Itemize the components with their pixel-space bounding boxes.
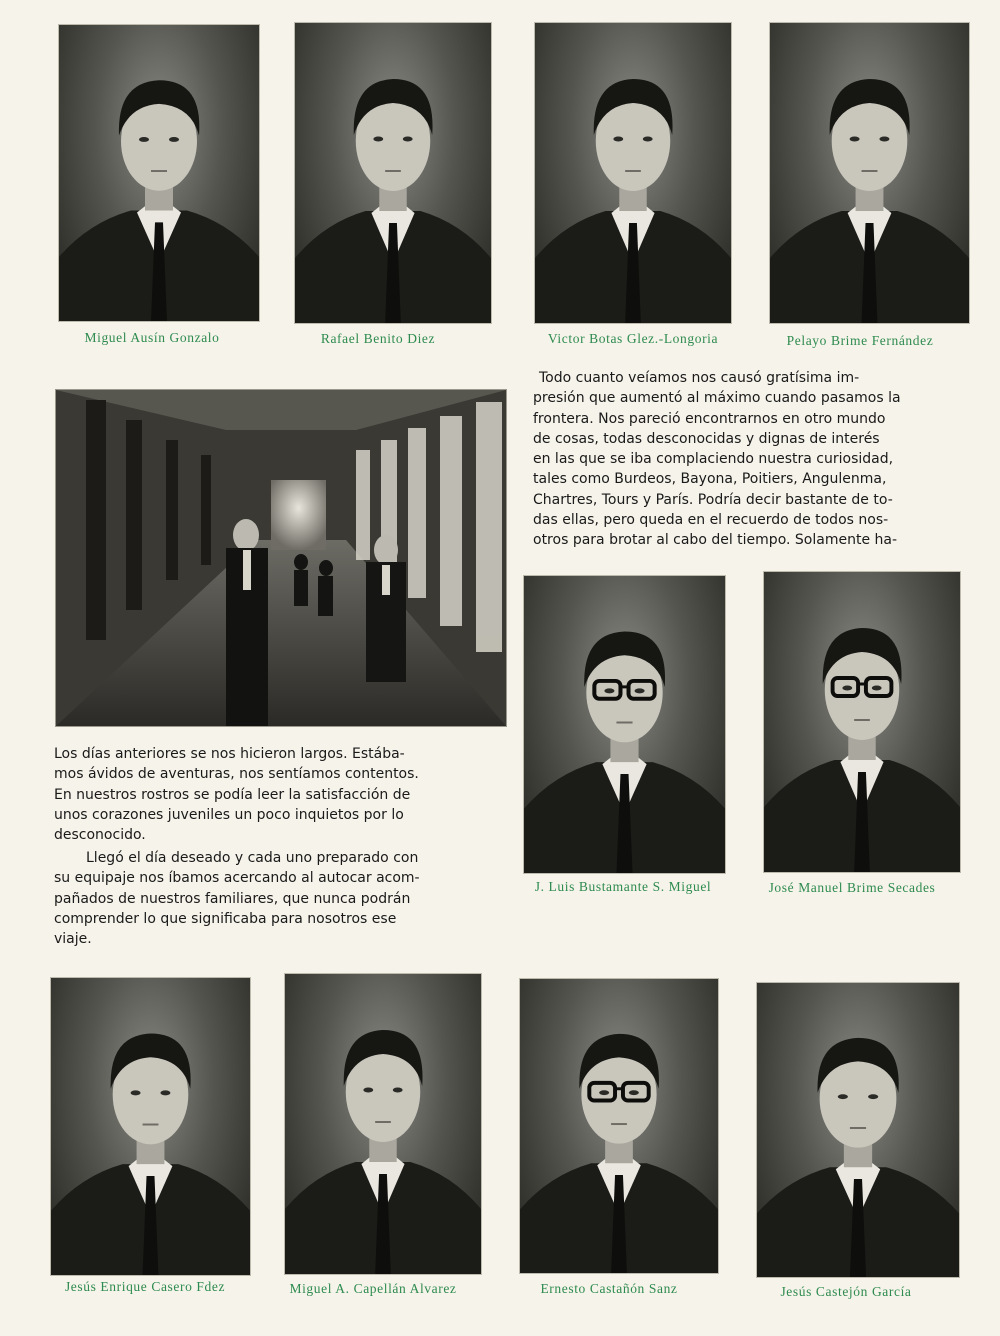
caption-p7: Jesús Enrique Casero Fdez: [64, 1279, 226, 1294]
caption-p9: Ernesto Castañón Sanz: [540, 1281, 678, 1296]
portrait-figure: [524, 576, 725, 873]
portrait-figure: [535, 23, 731, 323]
caption-p1: Miguel Ausín Gonzalo: [84, 330, 220, 345]
portrait-photo-p7: [50, 977, 251, 1276]
article-line: En nuestros rostros se podía leer la satisfacción de: [54, 786, 411, 803]
article-line: das ellas, pero queda en el recuerdo de todos nos-: [533, 512, 889, 529]
portrait-photo-p3: [534, 22, 732, 324]
article-line: Llegó el día deseado y cada uno preparado con: [86, 850, 419, 866]
article-line: unos corazones juveniles un poco inquietos por lo: [54, 806, 404, 823]
portrait-figure: [520, 979, 718, 1273]
article-line: su equipaje nos íbamos acercando al autocar acom-: [54, 870, 420, 887]
caption-p6: José Manuel Brime Secades: [768, 880, 936, 895]
portrait-figure: [770, 23, 969, 323]
portrait-figure: [285, 974, 481, 1274]
portrait-photo-p6: [763, 571, 961, 873]
caption-p8: Miguel A. Capellán Alvarez: [289, 1281, 457, 1296]
portrait-figure: [757, 983, 959, 1277]
hall-of-mirrors-group-photo: [55, 389, 507, 727]
article-line: presión que aumentó al máximo cuando pasamos la: [533, 390, 901, 407]
portrait-figure: [59, 25, 259, 321]
caption-p2: Rafael Benito Diez: [320, 331, 436, 346]
article-line: en las que se iba complaciendo nuestra curiosidad,: [533, 451, 894, 468]
caption-p4: Pelayo Brime Fernández: [786, 333, 934, 348]
article-line: pañados de nuestros familiares, que nunca podrán: [54, 890, 411, 907]
article-line: desconocido.: [54, 827, 146, 844]
article-line: Chartres, Tours y París. Podría decir bastante de to-: [533, 491, 893, 508]
article-paragraph-3: [54, 848, 485, 949]
portrait-photo-p1: [58, 24, 260, 322]
portrait-figure: [764, 572, 960, 872]
article-paragraph-2: [54, 744, 485, 845]
portrait-figure: [295, 23, 491, 323]
article-line: mos ávidos de aventuras, nos sentíamos contentos.: [54, 766, 419, 783]
article-line: frontera. Nos pareció encontrarnos en otro mundo: [533, 410, 886, 427]
article-line: otros para brotar al cabo del tiempo. Solamente ha-: [533, 532, 898, 549]
portrait-photo-p8: [284, 973, 482, 1275]
article-line: de cosas, todas desconocidas y dignas de interés: [533, 430, 880, 447]
article-line: comprender lo que significaba para nosotros ese: [54, 910, 397, 927]
portrait-figure: [51, 978, 250, 1275]
article-line: Todo cuanto veíamos nos causó gratísima im-: [539, 370, 860, 386]
caption-p3: Victor Botas Glez.-Longoria: [547, 331, 719, 346]
portrait-photo-p9: [519, 978, 719, 1274]
caption-p10: Jesús Castejón García: [780, 1284, 912, 1299]
portrait-photo-p5: [523, 575, 726, 874]
caption-p5: J. Luis Bustamante S. Miguel: [534, 879, 712, 894]
portrait-photo-p10: [756, 982, 960, 1278]
article-paragraph-1: [533, 368, 966, 551]
article-line: Los días anteriores se nos hicieron largos. Estába-: [54, 746, 405, 762]
portrait-photo-p2: [294, 22, 492, 324]
portrait-photo-p4: [769, 22, 970, 324]
article-line: viaje.: [54, 931, 92, 948]
article-line: tales como Burdeos, Bayona, Poitiers, Angulenma,: [533, 471, 887, 488]
